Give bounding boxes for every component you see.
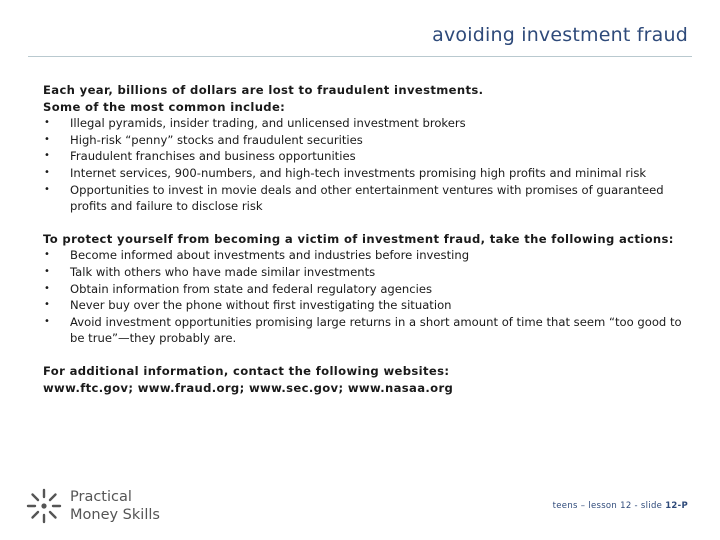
slide-content — [43, 82, 683, 396]
list-item: • Talk with others who have made similar investments — [43, 264, 683, 281]
protection-actions-list — [43, 247, 683, 347]
section2-intro: To protect yourself from becoming a victim of investment fraud, take the following actions: — [43, 231, 674, 246]
list-item: • Never buy over the phone without first investigating the situation — [43, 297, 683, 314]
list-item: • Internet services, 900-numbers, and high-tech investments promising high profits and minimal risk — [43, 165, 683, 182]
slide-info — [553, 501, 688, 511]
list-item: • Obtain information from state and federal regulatory agencies — [43, 281, 683, 298]
resources-intro: For additional information, contact the following websites: — [43, 363, 450, 378]
list-item: • Opportunities to invest in movie deals and other entertainment ventures with promises of guaranteed profits and failure to disclose risk — [43, 182, 683, 215]
slide-number: 12-P — [665, 501, 688, 511]
list-item: • Become informed about investments and industries before investing — [43, 247, 683, 264]
section1-intro-line1: Each year, billions of dollars are lost to fraudulent investments. — [43, 83, 484, 97]
list-item: • Fraudulent franchises and business opportunities — [43, 148, 683, 165]
starburst-logo-icon — [26, 488, 62, 524]
section1-intro-line2: Some of the most common include: — [43, 99, 286, 114]
header-divider — [28, 56, 692, 57]
slide-label: teens – lesson 12 - slide — [552, 501, 666, 511]
logo-wordmark — [70, 488, 160, 524]
logo-line2: Money Skills — [70, 507, 160, 523]
fraud-types-list — [43, 115, 683, 215]
practical-money-skills-logo — [26, 488, 160, 524]
list-item: • High-risk “penny” stocks and fraudulent securities — [43, 132, 683, 149]
list-item: • Avoid investment opportunities promising large returns in a short amount of time that seem “too good to be true”—they probably are. — [43, 314, 683, 347]
logo-line1: Practical — [70, 489, 132, 505]
list-item: • Illegal pyramids, insider trading, and unlicensed investment brokers — [43, 115, 683, 132]
resources-websites: www.ftc.gov; www.fraud.org; www.sec.gov; www.nasaa.org — [43, 380, 454, 395]
slide-title: avoiding investment fraud — [432, 24, 688, 46]
